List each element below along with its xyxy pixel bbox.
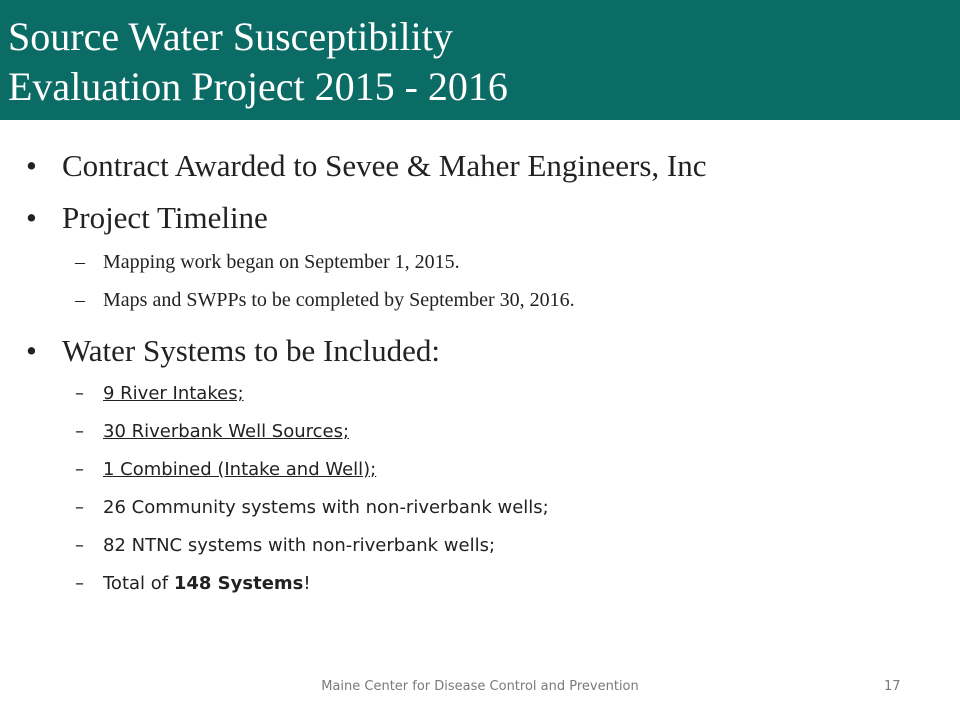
total-count: 148 Systems bbox=[173, 573, 304, 594]
bullet-text: Project Timeline bbox=[62, 200, 268, 235]
bullet-text: Water Systems to be Included: bbox=[62, 333, 441, 368]
dash-marker: – bbox=[75, 383, 84, 404]
slide-title-line-2: Evaluation Project 2015 - 2016 bbox=[8, 64, 508, 109]
sub-bullet-text: Maps and SWPPs to be completed by September 30, 2016. bbox=[103, 289, 575, 311]
footer-organization: Maine Center for Disease Control and Prevention bbox=[321, 679, 639, 694]
dash-marker: – bbox=[75, 421, 84, 442]
bullet-marker: • bbox=[26, 333, 37, 368]
bullet-marker: • bbox=[26, 148, 37, 183]
dash-marker: – bbox=[75, 573, 84, 594]
page-number: 17 bbox=[884, 679, 901, 694]
total-prefix: Total of bbox=[103, 573, 174, 594]
sub-bullet-text: 82 NTNC systems with non-riverbank wells; bbox=[103, 535, 496, 556]
bullet-marker: • bbox=[26, 200, 37, 235]
sub-bullet-text bbox=[103, 573, 311, 594]
slide-title bbox=[8, 12, 508, 112]
sub-bullet-text: 1 Combined (Intake and Well); bbox=[103, 459, 377, 480]
total-suffix: ! bbox=[303, 573, 311, 594]
dash-marker: – bbox=[75, 289, 85, 311]
dash-marker: – bbox=[75, 459, 84, 480]
sub-bullet-text: Mapping work began on September 1, 2015. bbox=[103, 251, 460, 273]
sub-bullet-text: 30 Riverbank Well Sources; bbox=[103, 421, 350, 442]
bullet-text: Contract Awarded to Sevee & Maher Engineers, Inc bbox=[62, 148, 707, 183]
dash-marker: – bbox=[75, 497, 84, 518]
sub-bullet-text: 9 River Intakes; bbox=[103, 383, 244, 404]
sub-bullet-text: 26 Community systems with non-riverbank wells; bbox=[103, 497, 549, 518]
slide-title-line-1: Source Water Susceptibility bbox=[8, 14, 453, 59]
dash-marker: – bbox=[75, 251, 85, 273]
title-bar bbox=[0, 0, 960, 120]
dash-marker: – bbox=[75, 535, 84, 556]
